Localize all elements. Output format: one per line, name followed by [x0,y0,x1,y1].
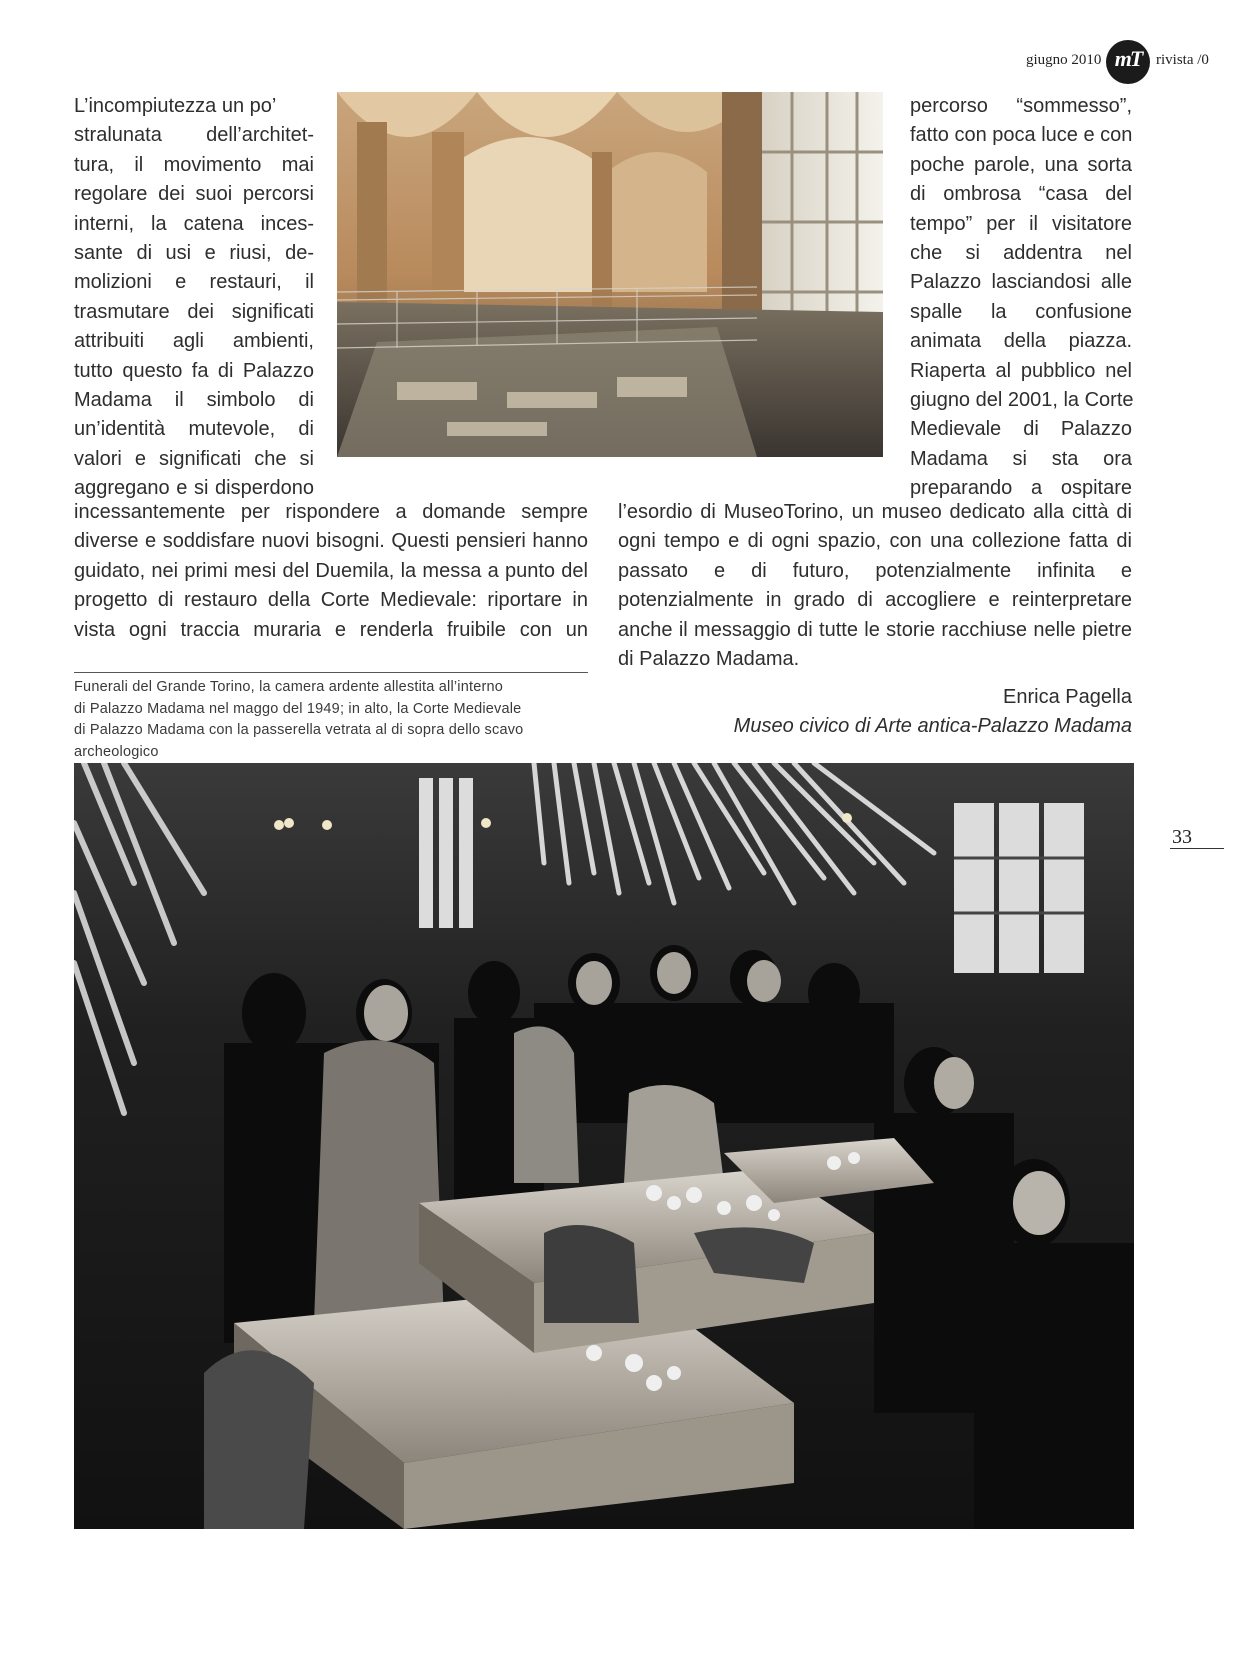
text-line: fatto con poca luce e con [910,124,1133,147]
courtyard-photo-image [337,92,883,457]
text-line: preparando a ospitare [910,477,1132,500]
caption-line: di Palazzo Madama con la passerella vetrata al di sopra dello scavo [74,722,524,738]
issue-date: giugno 2010 [1026,52,1102,68]
text-line: sante di usi e riusi, de- [74,242,314,265]
text-line: potenzialmente in grado di accogliere e reinterpretare [618,589,1132,612]
text-line: Riaperta al pubblico nel [910,359,1132,382]
article-column-left-bottom [74,498,588,645]
text-line: poche parole, una sorta [910,153,1132,176]
text-line: molizioni e restauri, il [74,271,314,294]
page-header [1026,40,1222,84]
text-line: L’incompiutezza un po’ [74,95,277,117]
text-line: attribuiti agli ambienti, [74,330,314,353]
text-line: giugno del 2001, la Corte [910,389,1134,412]
photo-caption [74,672,588,763]
caption-line: di Palazzo Madama nel maggo del 1949; in alto, la Corte Medievale [74,700,522,717]
article-signature [618,683,1132,741]
author-affiliation: Museo civico di Arte antica-Palazzo Madama [733,715,1132,737]
text-line: tutto questo fa di Palazzo [74,359,314,382]
text-line: tura, il movimento mai [74,153,314,176]
text-line: guidato, nei primi mesi del Duemila, la messa a punto del [74,559,588,582]
magazine-logo [1106,40,1150,84]
text-line: Medievale di Palazzo [910,418,1132,441]
text-line: trasmutare dei significati [74,300,314,323]
text-line: aggregano e si disperdono [74,477,314,500]
logo-mark: mT [1114,46,1142,71]
text-line: tempo” per il visitatore [910,212,1132,235]
text-line: progetto di restauro della Corte Medievale: riportare in [74,589,588,612]
article-column-right-bottom [618,498,1132,674]
text-line: un’identità mutevole, di [74,418,314,441]
funeral-photo [74,763,1134,1529]
text-line: incessantemente per rispondere a domande sempre [74,501,588,523]
page-number: 33 [1170,826,1224,849]
text-line: di Palazzo Madama. [618,648,800,671]
text-line: spalle la confusione [910,300,1132,323]
text-line: interni, la catena inces- [74,212,314,235]
funeral-photo-image [74,763,1134,1529]
courtyard-photo [337,92,883,457]
text-line: animata della piazza. [910,330,1132,353]
text-line: Palazzo lasciandosi alle [910,271,1132,294]
text-line: di ombrosa “casa del [910,183,1132,206]
issue-volume: rivista /0 [1156,52,1209,68]
text-line: stralunata dell’architet- [74,124,314,147]
text-line: ogni tempo e di ogni spazio, con una collezione fatta di [618,530,1132,553]
text-line: diverse e soddisfare nuovi bisogni. Questi pensieri hanno [74,530,588,553]
caption-line: archeologico [74,743,159,760]
caption-line: Funerali del Grande Torino, la camera ardente allestita all’interno [74,679,504,695]
text-line: Madama il simbolo di [74,389,314,412]
text-line: anche il messaggio di tutte le storie racchiuse nelle pietre [618,618,1132,641]
text-line: valori e significati che si [74,447,314,470]
article-column-right-top [910,92,1132,504]
text-line: che si addentra nel [910,242,1132,265]
text-line: vista ogni traccia muraria e renderla fruibile con un [74,618,588,641]
text-line: regolare dei suoi percorsi [74,183,314,206]
author-name: Enrica Pagella [1003,686,1132,708]
article-column-left-top [74,92,314,504]
text-line: passato e di futuro, potenzialmente infinita e [618,559,1132,582]
text-line: l’esordio di MuseoTorino, un museo dedicato alla città di [618,501,1132,523]
text-line: Madama si sta ora [910,447,1132,470]
text-line: percorso “sommesso”, [910,95,1132,117]
